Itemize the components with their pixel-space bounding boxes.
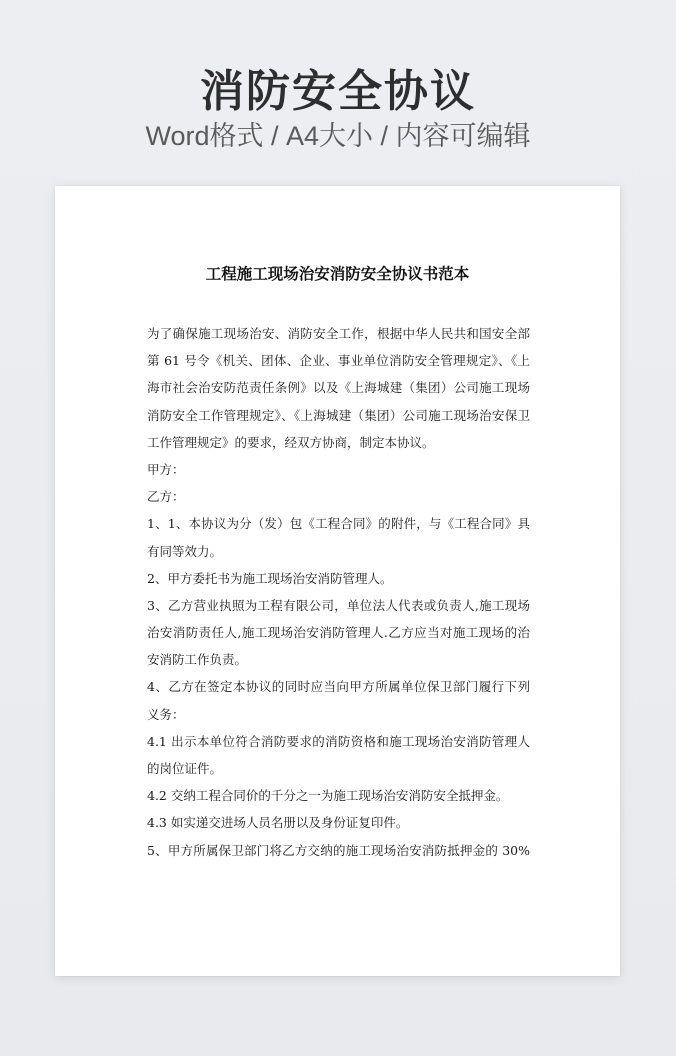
clause-line: 4.3 如实递交进场人员名册以及身份证复印件。 [147, 815, 409, 831]
clause-line: 有同等效力。 [147, 543, 223, 559]
party-b-line: 乙方： [147, 489, 185, 505]
paragraph-line: 消防安全工作管理规定》、《上海城建（集团）公司施工现场治安保卫 [147, 407, 530, 423]
clause-line: 义务： [147, 706, 185, 722]
clause-line: 4、乙方在签定本协议的同时应当向甲方所属单位保卫部门履行下列 [147, 679, 530, 695]
document-title: 工程施工现场治安消防安全协议书范本 [205, 265, 470, 283]
party-a-line: 甲方： [147, 461, 185, 477]
clause-line: 安消防工作负责。 [147, 652, 248, 668]
clause-line: 3、乙方营业执照为工程有限公司，单位法人代表或负责人,施工现场 [147, 597, 530, 613]
banner-subtitle: Word格式 / A4大小 / 内容可编辑 [145, 121, 531, 151]
paragraph-line: 工作管理规定》的要求，经双方协商，制定本协议。 [147, 434, 435, 450]
banner [0, 0, 676, 180]
clause-line: 的岗位证件。 [147, 761, 223, 776]
banner-title: 消防安全协议 [200, 66, 476, 117]
document-page [55, 186, 620, 976]
clause-line: 治安消防责任人,施工现场治安消防管理人.乙方应当对施工现场的治 [147, 625, 530, 641]
paragraph-line: 为了确保施工现场治安、消防安全工作，根据中华人民共和国安全部 [147, 326, 530, 341]
paragraph-line: 第 61 号令《机关、团体、企业、事业单位消防安全管理规定》、《上 [147, 353, 530, 369]
clause-line: 4.1 出示本单位符合消防要求的消防资格和施工现场治安消防管理人 [147, 733, 530, 749]
document-body [147, 320, 530, 864]
clause-line: 2、甲方委托书为施工现场治安消防管理人。 [147, 570, 393, 586]
clause-line: 1、1、本协议为分（发）包《工程合同》的附件，与《工程合同》具 [147, 516, 530, 532]
clause-line: 4.2 交纳工程合同价的千分之一为施工现场治安消防安全抵押金。 [147, 788, 509, 804]
clause-line: 5、甲方所属保卫部门将乙方交纳的施工现场治安消防抵押金的 30% [147, 842, 530, 858]
paragraph-line: 海市社会治安防范责任条例》以及《上海城建（集团）公司施工现场 [147, 380, 530, 396]
